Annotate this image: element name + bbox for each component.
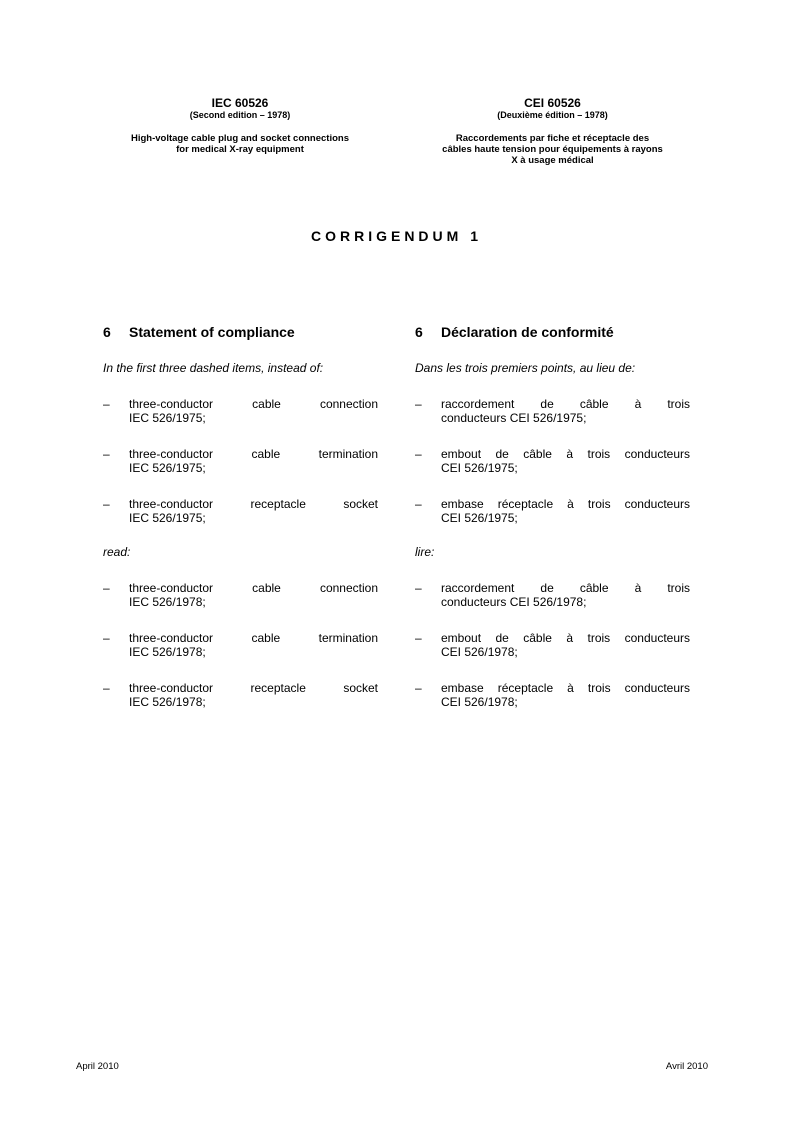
item-text: three-conductor cable termination [129, 631, 378, 645]
item-reference: IEC 526/1975; [129, 461, 206, 475]
list-dash: – [103, 631, 110, 645]
english-column [103, 324, 378, 731]
list-item [103, 581, 378, 609]
item-reference: IEC 526/1978; [129, 645, 206, 659]
item-text: three-conductor cable connection [129, 581, 378, 595]
item-text: embout de câble à trois conducteurs [441, 447, 690, 461]
item-reference: IEC 526/1975; [129, 511, 206, 525]
footer-date-french: Avril 2010 [665, 1061, 708, 1072]
header-french [410, 96, 695, 166]
item-reference: conducteurs CEI 526/1978; [441, 595, 587, 609]
list-dash: – [103, 681, 110, 695]
item-reference: CEI 526/1978; [441, 645, 518, 659]
list-item [103, 631, 378, 659]
read-list [415, 581, 690, 709]
item-reference: CEI 526/1975; [441, 461, 518, 475]
list-dash: – [415, 631, 422, 645]
item-text: raccordement de câble à trois [441, 397, 690, 411]
item-reference: CEI 526/1978; [441, 695, 518, 709]
edition-note: (Second edition – 1978) [189, 110, 291, 120]
header-english [100, 96, 380, 155]
title-line: High-voltage cable plug and socket connections [130, 133, 349, 144]
list-item [415, 631, 690, 659]
section-heading [415, 324, 690, 341]
item-reference: conducteurs CEI 526/1975; [441, 411, 587, 425]
title-line: Raccordements par fiche et réceptacle des [455, 133, 650, 144]
list-item [103, 447, 378, 475]
list-dash: – [415, 681, 422, 695]
list-item [415, 497, 690, 525]
item-reference: CEI 526/1975; [441, 511, 518, 525]
instead-list [103, 397, 378, 525]
list-dash: – [415, 447, 422, 461]
item-text: embase réceptacle à trois conducteurs [441, 681, 690, 695]
list-dash: – [415, 397, 422, 411]
item-text: three-conductor cable connection [129, 397, 378, 411]
document-title [100, 133, 380, 155]
item-text: three-conductor receptacle socket [129, 681, 378, 695]
edition-note: (Deuxième édition – 1978) [497, 110, 608, 120]
read-label: read: [103, 545, 131, 559]
title-line: X à usage médical [511, 155, 594, 166]
section-heading [103, 324, 378, 341]
section-title: Déclaration de conformité [441, 324, 614, 340]
list-item [103, 497, 378, 525]
title-line: câbles haute tension pour équipements à rayons [442, 144, 663, 155]
read-label: lire: [415, 545, 435, 559]
item-reference: IEC 526/1975; [129, 411, 206, 425]
item-text: three-conductor receptacle socket [129, 497, 378, 511]
list-item [415, 397, 690, 425]
item-text: embase réceptacle à trois conducteurs [441, 497, 690, 511]
intro-text: In the first three dashed items, instead of: [103, 361, 324, 375]
item-text: raccordement de câble à trois [441, 581, 690, 595]
item-text: embout de câble à trois conducteurs [441, 631, 690, 645]
list-item [103, 681, 378, 709]
french-column [415, 324, 690, 731]
item-reference: IEC 526/1978; [129, 595, 206, 609]
standard-number: IEC 60526 [211, 96, 269, 110]
title-line: for medical X-ray equipment [176, 144, 304, 155]
list-dash: – [415, 497, 422, 511]
list-dash: – [103, 497, 110, 511]
section-title: Statement of compliance [129, 324, 295, 340]
instead-list [415, 397, 690, 525]
list-item [415, 681, 690, 709]
list-item [415, 581, 690, 609]
list-dash: – [415, 581, 422, 595]
document-title [410, 133, 695, 166]
list-dash: – [103, 397, 110, 411]
standard-number: CEI 60526 [524, 96, 581, 110]
footer-date-english: April 2010 [76, 1061, 119, 1072]
section-number: 6 [415, 324, 423, 340]
list-item [103, 397, 378, 425]
list-item [415, 447, 690, 475]
item-reference: IEC 526/1978; [129, 695, 206, 709]
item-text: three-conductor cable termination [129, 447, 378, 461]
intro-text: Dans les trois premiers points, au lieu de: [415, 361, 636, 375]
corrigendum-heading: CORRIGENDUM 1 [310, 228, 482, 244]
list-dash: – [103, 447, 110, 461]
list-dash: – [103, 581, 110, 595]
read-list [103, 581, 378, 709]
section-number: 6 [103, 324, 111, 340]
